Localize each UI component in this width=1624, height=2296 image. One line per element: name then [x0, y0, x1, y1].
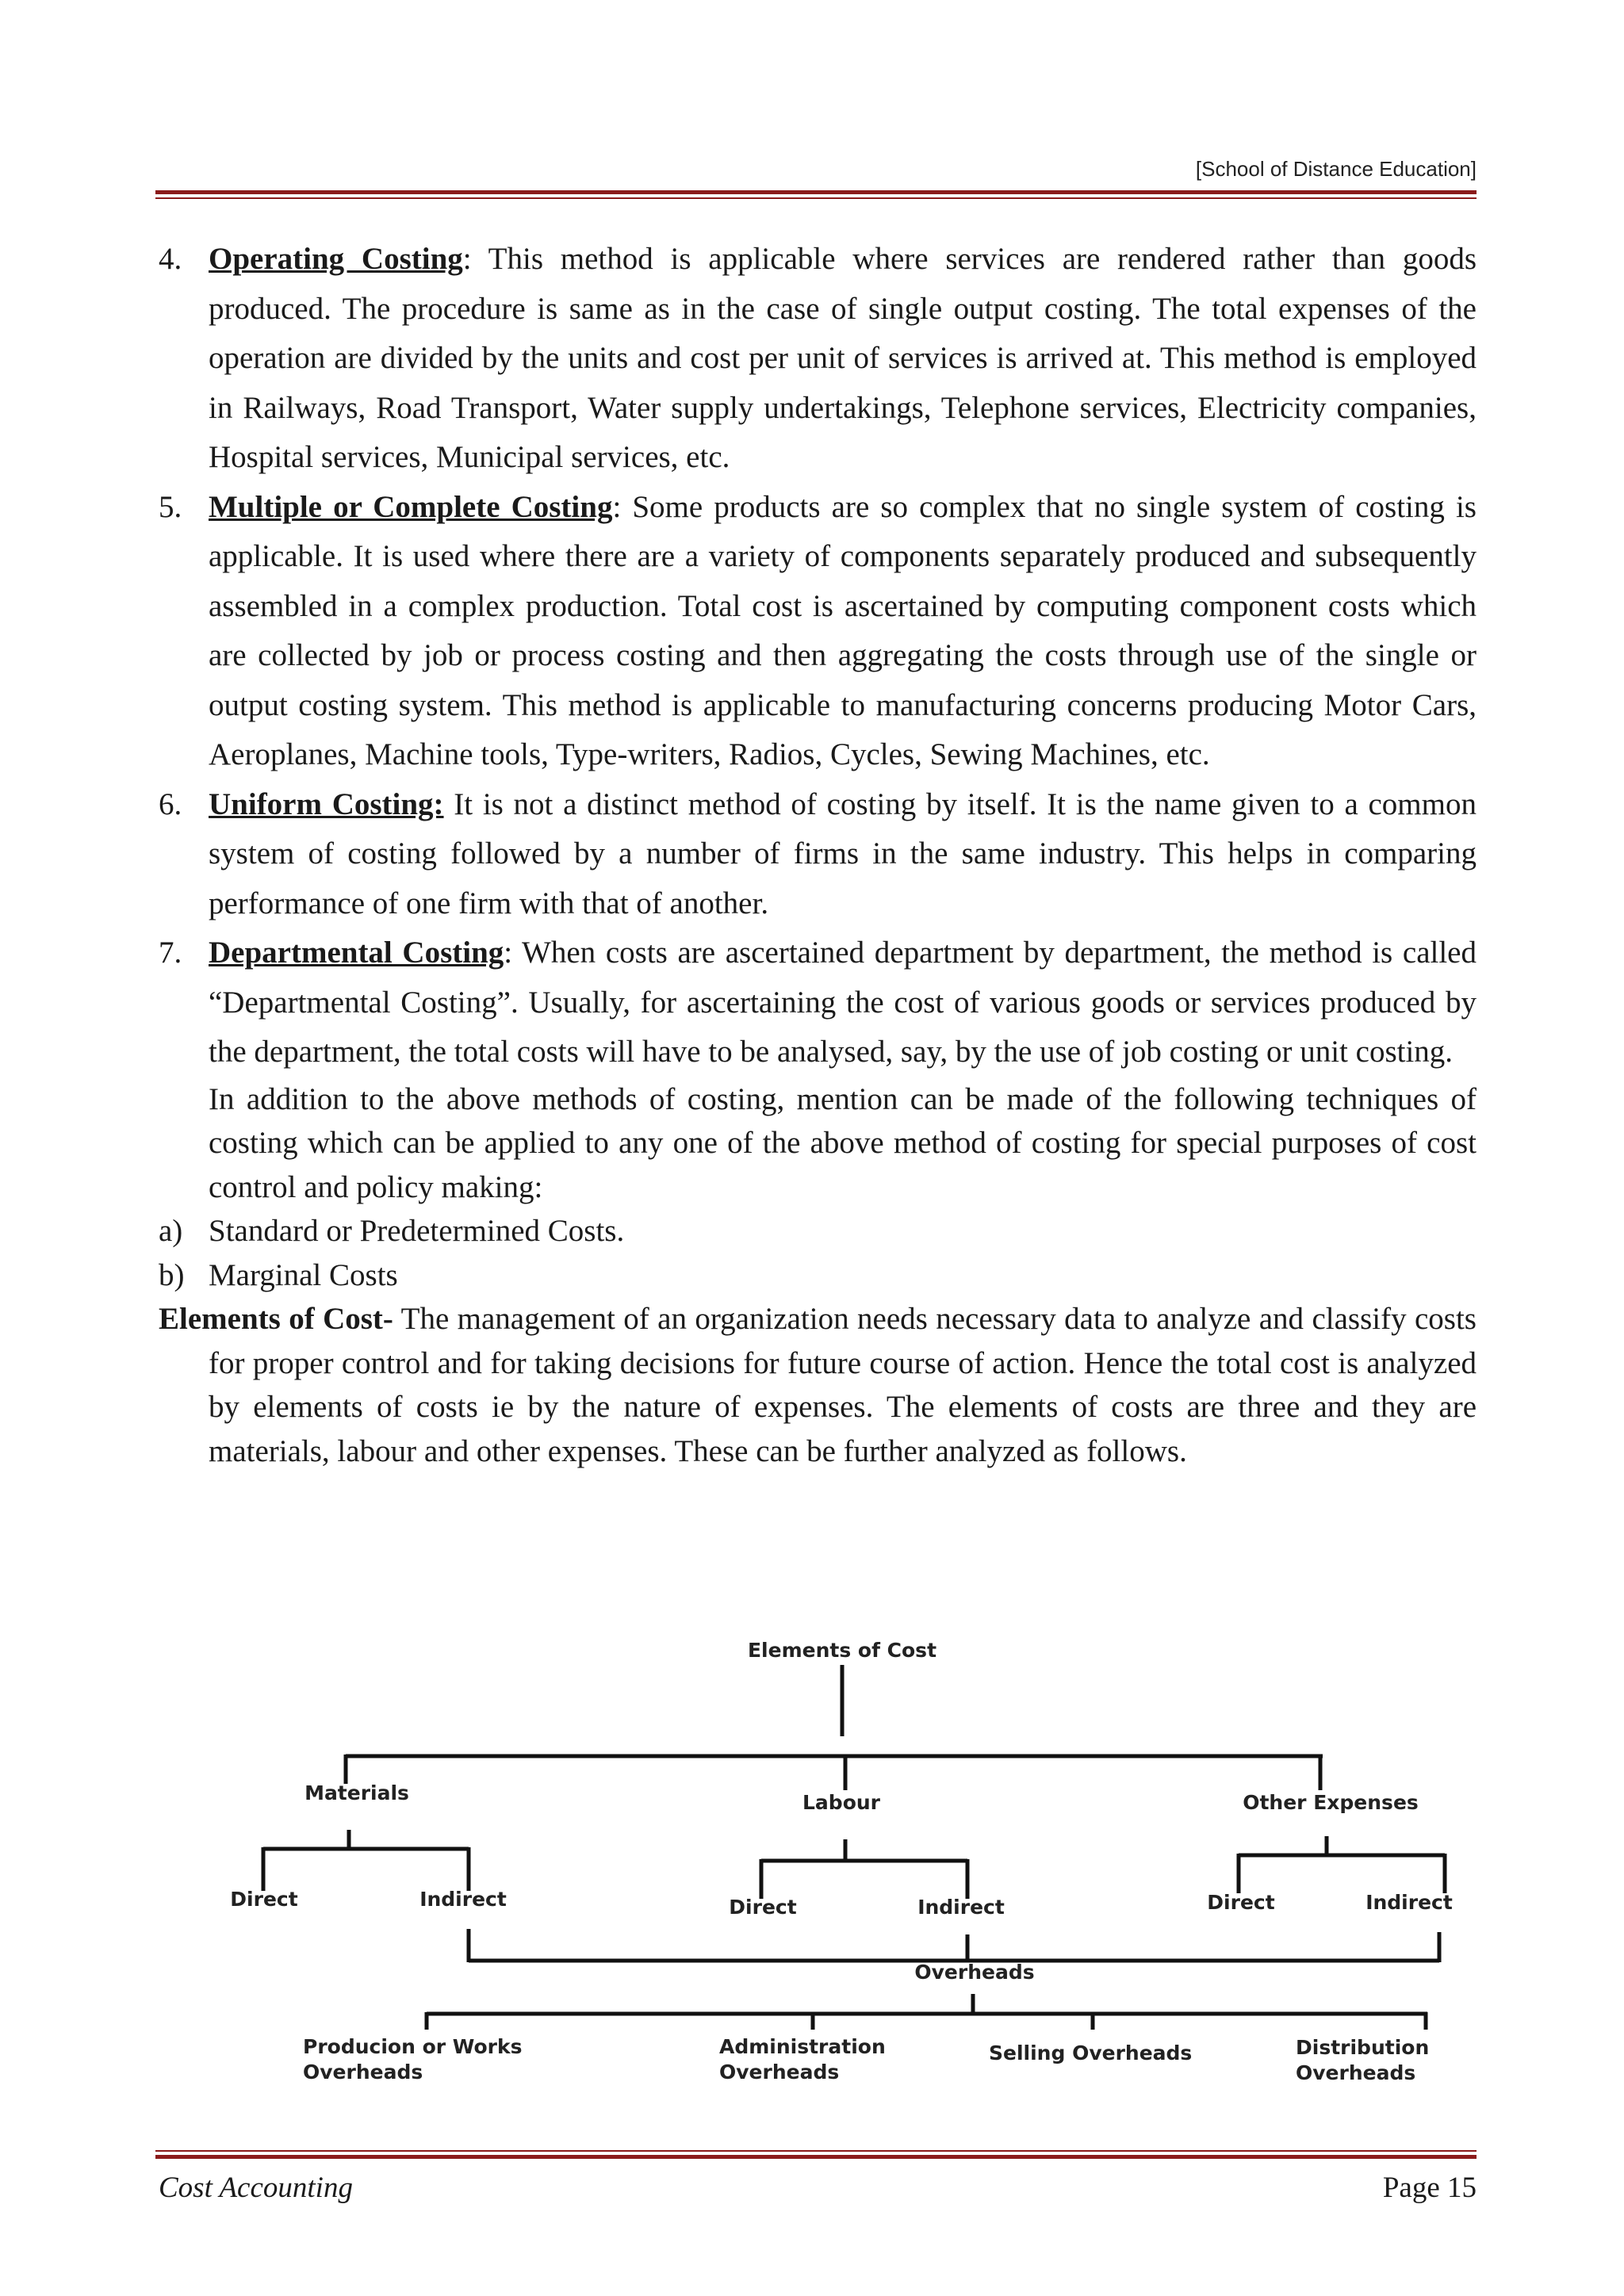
node-labour-direct: Direct: [729, 1896, 797, 1919]
elements-of-cost-diagram: [0, 1625, 1624, 2117]
list-letter: a): [159, 1214, 183, 1248]
item-heading: Uniform Costing:: [209, 786, 444, 821]
item-text: : This method is applicable where services are rendered rather than goods produced. The procedure is same as in the case of single output costing. The total expenses of the operation are divided by the units and cost per unit of services is arrived at. This method is employed in Railways, Road Transport, Water supply undertakings, Telephone services, Electricity companies, Hospital services, Municipal services, etc.: [209, 242, 1477, 474]
node-materials-indirect: Indirect: [419, 1888, 507, 1911]
item-text: : When costs are ascertained department by department, the method is called “Departmental Costing”. Usually, for ascertaining the cost of various goods or services produced by the department, the total costs will have to be analysed, say, by the use of job costing or unit costing.: [209, 936, 1477, 1069]
list-item-departmental-costing: [159, 928, 1477, 1077]
node-materials: Materials: [304, 1781, 409, 1804]
node-other-expenses: Other Expenses: [1243, 1791, 1419, 1814]
addition-paragraph: In addition to the above methods of costing, mention can be made of the following techniques of costing which can be applied to any one of the above method of costing for special purposes of cost control and policy making:: [209, 1081, 1477, 1204]
item-heading: Operating Costing: [209, 242, 463, 276]
node-production-overheads-2: Overheads: [303, 2061, 423, 2084]
list-number: 6.: [159, 786, 182, 821]
technique-item: [159, 1209, 1477, 1253]
list-number: 7.: [159, 936, 182, 970]
node-distribution-overheads: Distribution: [1296, 2036, 1430, 2059]
item-heading: Departmental Costing: [209, 936, 504, 970]
node-selling-overheads: Selling Overheads: [989, 2042, 1193, 2064]
node-administration-overheads-2: Overheads: [719, 2061, 840, 2084]
header-rule-thin: [155, 197, 1477, 199]
node-other-indirect: Indirect: [1365, 1891, 1453, 1914]
footer-title: Cost Accounting: [159, 2172, 353, 2204]
page-header-institution: [School of Distance Education]: [1195, 157, 1477, 181]
node-administration-overheads: Administration: [719, 2035, 886, 2058]
node-distribution-overheads-2: Overheads: [1296, 2061, 1416, 2084]
page-number: Page 15: [1382, 2172, 1477, 2204]
list-number: 5.: [159, 489, 182, 524]
main-text: [159, 235, 1477, 1473]
list-letter: b): [159, 1257, 185, 1292]
node-materials-direct: Direct: [230, 1888, 298, 1911]
node-elements-of-cost: Elements of Cost: [747, 1639, 937, 1662]
node-production-overheads: Producion or Works: [303, 2035, 523, 2058]
node-other-direct: Direct: [1207, 1891, 1275, 1914]
technique-text: Marginal Costs: [209, 1257, 398, 1292]
node-overheads: Overheads: [914, 1961, 1035, 1984]
header-rule: [155, 190, 1477, 194]
diagram-connectors: [263, 1665, 1445, 2030]
node-labour: Labour: [802, 1791, 880, 1814]
elements-of-cost-paragraph: [159, 1297, 1477, 1473]
item-heading: Multiple or Complete Costing: [209, 489, 613, 524]
list-item-multiple-costing: [159, 483, 1477, 780]
elements-lead: Elements of Cost-: [159, 1302, 393, 1336]
footer-rule: [155, 2155, 1477, 2159]
list-number: 4.: [159, 242, 182, 276]
node-labour-indirect: Indirect: [917, 1896, 1005, 1919]
list-item-operating-costing: [159, 235, 1477, 483]
footer-rule-thin: [155, 2150, 1477, 2152]
item-text: : Some products are so complex that no single system of costing is applicable. It is used where there are a variety of components separately produced and subsequently assembled in a complex production. Total cost is ascertained by computing component costs which are collected by job or process costing and then aggregating the costs through use of the single or output costing system. This method is applicable to manufacturing concerns producing Motor Cars, Aeroplanes, Machine tools, Type-writers, Radios, Cycles, Sewing Machines, etc.: [209, 489, 1477, 771]
list-item-uniform-costing: [159, 780, 1477, 929]
technique-text: Standard or Predetermined Costs.: [209, 1214, 625, 1248]
elements-text: The management of an organization needs necessary data to analyze and classify costs for proper control and for taking decisions for future course of action. Hence the total cost is analyzed by elements of costs ie by the nature of expenses. The elements of costs are three and they are materials, labour and other expenses. These can be further analyzed as follows.: [209, 1302, 1477, 1468]
technique-item: [159, 1253, 1477, 1298]
item-text: It is not a distinct method of costing by itself. It is the name given to a common system of costing followed by a number of firms in the same industry. This helps in comparing performance of one firm with that of another.: [209, 786, 1477, 920]
